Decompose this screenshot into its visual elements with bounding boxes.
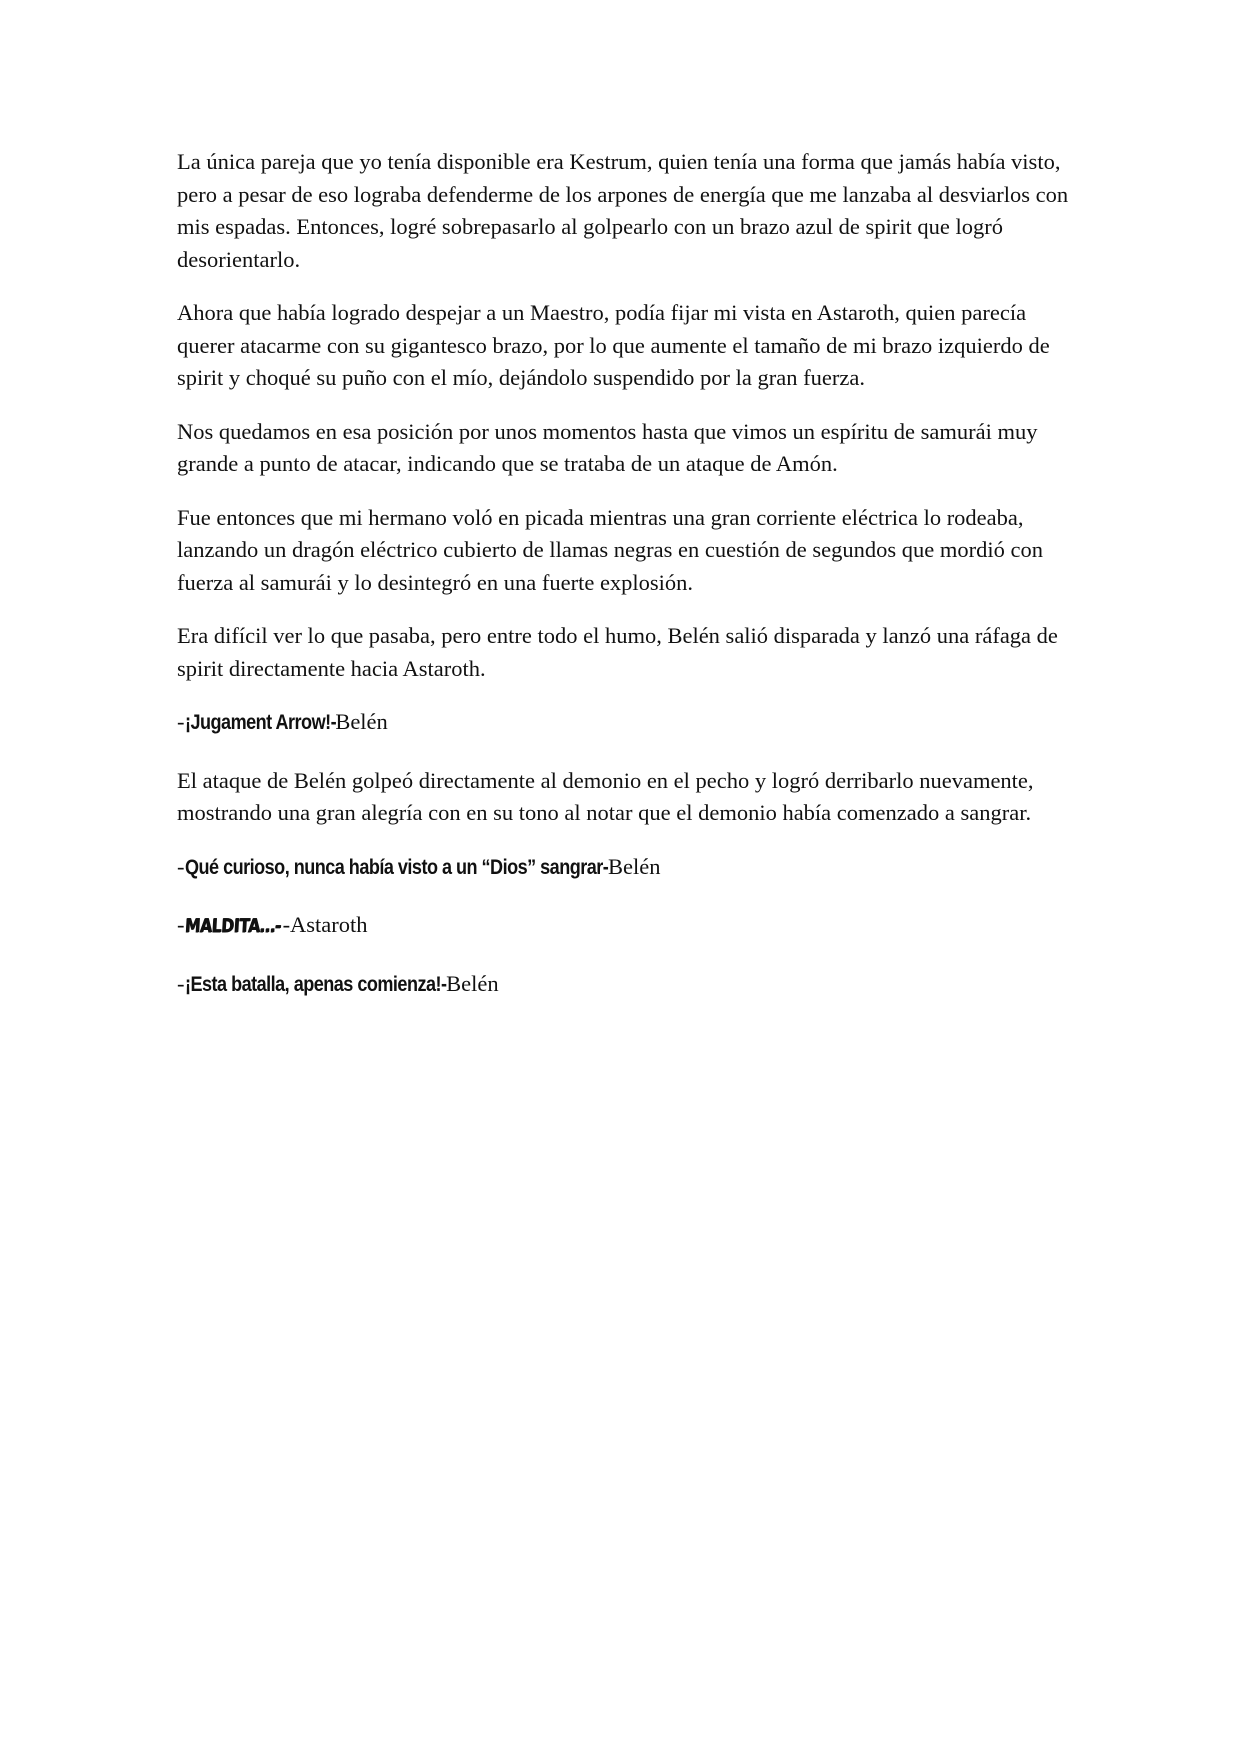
dialogue-dash: - [177,709,185,734]
dialogue-maldita [177,909,1077,943]
document-page [177,146,1077,1026]
paragraph-kestrum: La única pareja que yo tenía disponible era Kestrum, quien tenía una forma que jamás había visto, pero a pesar de eso lograba defenderme de los arpones de energía que me lanzaba al desviarlos con mis espadas. Entonces, logré sobrepasarlo al golpearlo con un brazo azul de spirit que logró desorientarlo. [177,149,1069,272]
dialogue-dash: - [177,912,185,937]
dialogue-esta-batalla [177,968,1077,1002]
dialogue-dash: - [177,853,185,879]
dialogue-line-demon: MALDITA…- [183,915,282,937]
dialogue-que-curioso [177,851,1077,885]
dialogue-speaker: Belén [607,853,661,879]
dialogue-line: Qué curioso, nunca había visto a un “Dios” sangrar- [184,855,608,879]
paragraph-samurai: Nos quedamos en esa posición por unos momentos hasta que vimos un espíritu de samurái muy grande a punto de atacar, indicando que se trataba de un ataque de Amón. [177,418,1038,476]
dialogue-speaker: -Astaroth [282,912,368,937]
dialogue-jugament-arrow [177,706,1077,740]
paragraph-astaroth-arm: Ahora que había logrado despejar a un Maestro, podía fijar mi vista en Astaroth, quien parecía querer atacarme con su gigantesco brazo, por lo que aumente el tamaño de mi brazo izquierdo de spirit y choqué su puño con el mío, dejándolo suspendido por la gran fuerza. [177,300,1050,390]
dialogue-speaker: Belén [446,970,499,996]
dialogue-speaker: Belén [335,709,388,734]
dialogue-line: ¡Esta batalla, apenas comienza!- [184,972,447,996]
dialogue-line: ¡Jugament Arrow!- [184,711,336,734]
dialogue-dash: - [177,970,185,996]
paragraph-demon-bleeding: El ataque de Belén golpeó directamente al demonio en el pecho y logró derribarlo nuevamente, mostrando una gran alegría con en su tono al notar que el demonio había comenzado a sangrar. [177,767,1034,825]
paragraph-brother-dragon: Fue entonces que mi hermano voló en picada mientras una gran corriente eléctrica lo rodeaba, lanzando un dragón eléctrico cubierto de llamas negras en cuestión de segundos que mordió con fuerza al samurái y lo desintegró en una fuerte explosión. [177,504,1043,595]
paragraph-belen-attack: Era difícil ver lo que pasaba, pero entre todo el humo, Belén salió disparada y lanzó una ráfaga de spirit directamente hacia Astaroth. [177,623,1058,681]
